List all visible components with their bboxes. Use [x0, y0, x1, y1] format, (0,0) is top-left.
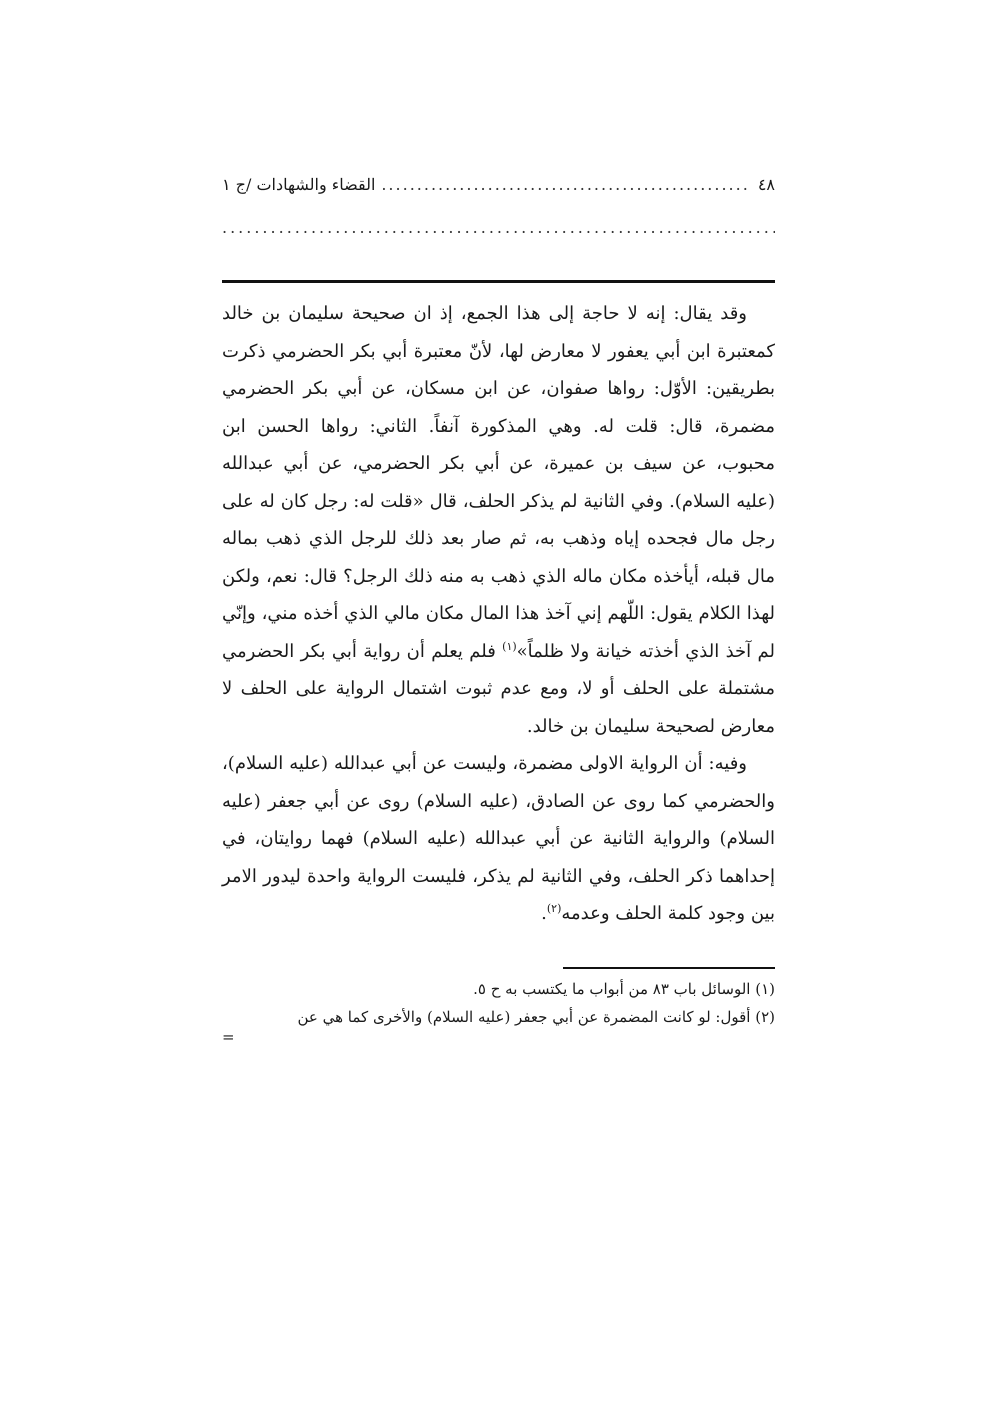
- book-page: [222, 170, 775, 1046]
- footnote-ref: (٢): [546, 902, 562, 915]
- header-rule: [222, 280, 775, 283]
- paragraph-text: وفيه: أن الرواية الاولى مضمرة، وليست عن أبي عبدالله (عليه السلام)، والحضرمي كما روى عن الصادق، (عليه السلام) روى عن أبي جعفر (عليه السلام) والرواية الثانية عن أبي عبدالله (عليه السلام) فهما روايتان، في إحداهما ذكر الحلف، وفي الثانية لم يذكر، فليست الرواية واحدة ليدور الامر بين وجود كلمة الحلف وعدمه: [222, 753, 775, 924]
- footnote-2: (٢) أقول: لو كانت المضمرة عن أبي جعفر (عليه السلام) والأخرى كما هي عن: [297, 1007, 775, 1026]
- paragraph: [222, 295, 775, 745]
- footnote-1: (١) الوسائل باب ٨٣ من أبواب ما يكتسب به ح ٥.: [473, 979, 775, 998]
- paragraph: [222, 745, 775, 933]
- footnotes: [222, 975, 775, 1046]
- book-title: القضاء والشهادات /ج ١: [222, 175, 376, 194]
- paragraph-text-end: .: [541, 903, 547, 924]
- page-number: ٤٨: [757, 175, 775, 194]
- dotted-separator: [222, 218, 775, 242]
- continuation-mark: =: [222, 1027, 235, 1046]
- paragraph-text-end: فلم يعلم أن رواية أبي بكر الحضرمي مشتملة على الحلف أو لا، ومع عدم ثبوت اشتمال الرواية على الحلف لا معارض لصحيحة سليمان بن خالد.: [222, 640, 775, 737]
- header-dot-leader: [383, 170, 749, 200]
- paragraph-text: وقد يقال: إنه لا حاجة إلى هذا الجمع، إذ ان صحيحة سليمان بن خالد كمعتبرة ابن أبي يعفور لا معارض لها، لأنّ معتبرة أبي بكر الحضرمي ذكرت بطريقين: الأوّل: رواها صفوان، عن ابن مسكان، عن أبي بكر الحضرمي مضمرة، قال: قلت له. وهي المذكورة آنفاً. الثاني: رواها الحسن ابن محبوب، عن سيف بن عميرة، عن أبي بكر الحضرمي، عن أبي عبدالله (عليه السلام). وفي الثانية لم يذكر الحلف، قال «قلت له: رجل كان له على رجل مال فجحده إياه وذهب به، ثم صار بعد ذلك للرجل الذي ذهب بماله مال قبله، أيأخذه مكان ماله الذي ذهب به منه ذلك الرجل؟ قال: نعم، ولكن لهذا الكلام يقول: اللّهم إني آخذ هذا المال مكان مالي الذي أخذه مني، وإنّي لم آخذ الذي أخذته خيانة ولا ظلماً»: [222, 303, 775, 662]
- footnote-rule: [563, 967, 775, 969]
- footnote-ref: (١): [502, 639, 517, 653]
- main-text: [222, 295, 775, 933]
- running-header: [222, 170, 775, 200]
